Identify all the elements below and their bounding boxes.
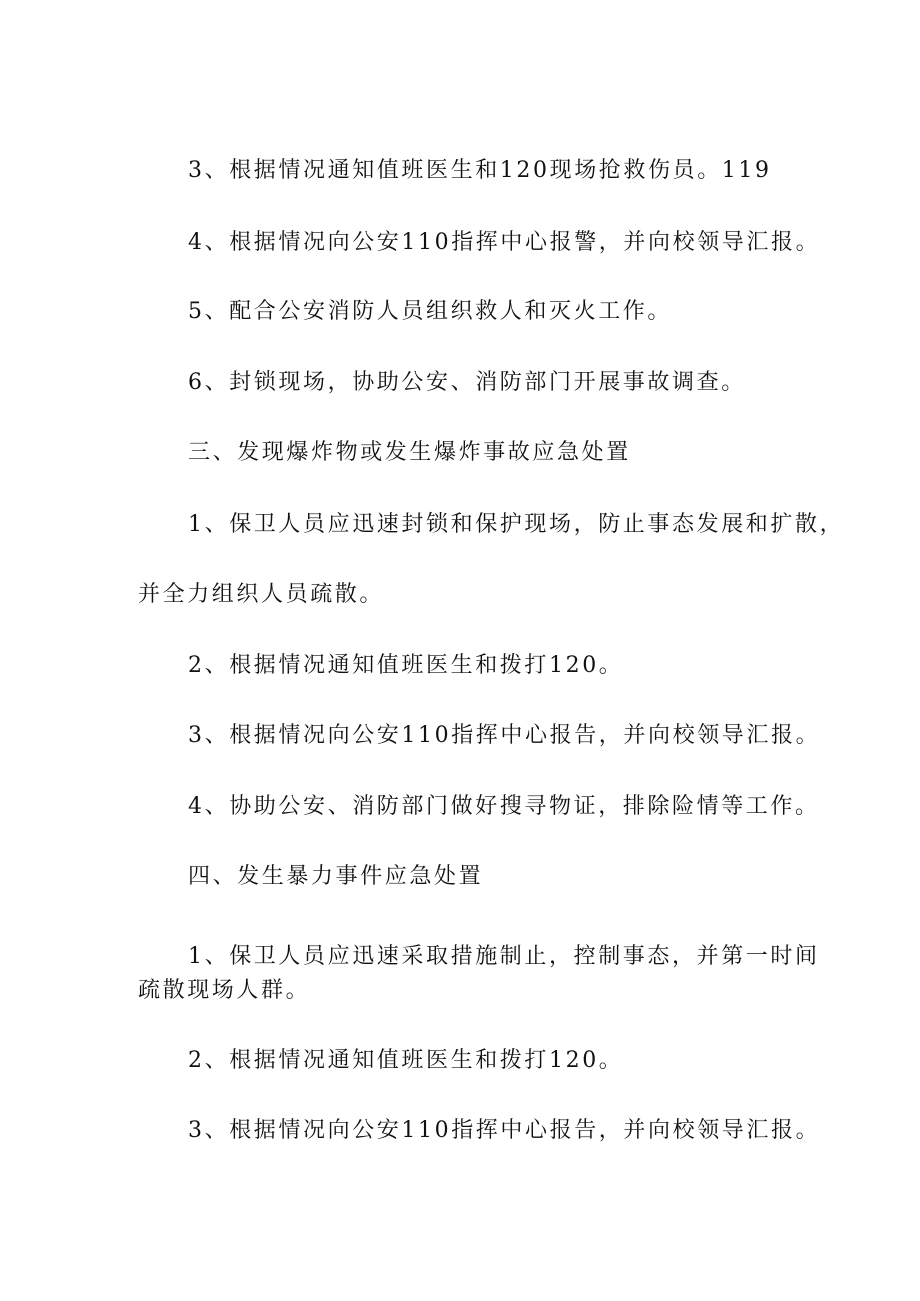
section-heading: 三、发现爆炸物或发生爆炸事故应急处置	[188, 440, 631, 465]
paragraph-line: 6、封锁现场，协助公安、消防部门开展事故调查。	[188, 370, 746, 395]
paragraph-line: 3、根据情况向公安110指挥中心报告，并向校领导汇报。	[188, 1118, 821, 1143]
paragraph-line: 2、根据情况通知值班医生和拨打120。	[188, 653, 624, 678]
paragraph-line: 疏散现场人群。	[138, 978, 311, 1003]
section-heading: 四、发生暴力事件应急处置	[188, 864, 484, 889]
paragraph-line: 2、根据情况通知值班医生和拨打120。	[188, 1048, 624, 1073]
paragraph-line: 并全力组织人员疏散。	[138, 582, 385, 607]
paragraph-line: 4、协助公安、消防部门做好搜寻物证，排除险情等工作。	[188, 794, 820, 819]
paragraph-line: 3、根据情况向公安110指挥中心报告，并向校领导汇报。	[188, 723, 821, 748]
paragraph-line: 1、保卫人员应迅速封锁和保护现场，防止事态发展和扩散，	[188, 512, 845, 537]
paragraph-line: 1、保卫人员应迅速采取措施制止，控制事态，并第一时间	[188, 944, 820, 969]
paragraph-line: 4、根据情况向公安110指挥中心报警，并向校领导汇报。	[188, 230, 821, 255]
paragraph-line: 5、配合公安消防人员组织救人和灭火工作。	[188, 299, 672, 324]
paragraph-line: 3、根据情况通知值班医生和120现场抢救伤员。119	[188, 158, 772, 183]
